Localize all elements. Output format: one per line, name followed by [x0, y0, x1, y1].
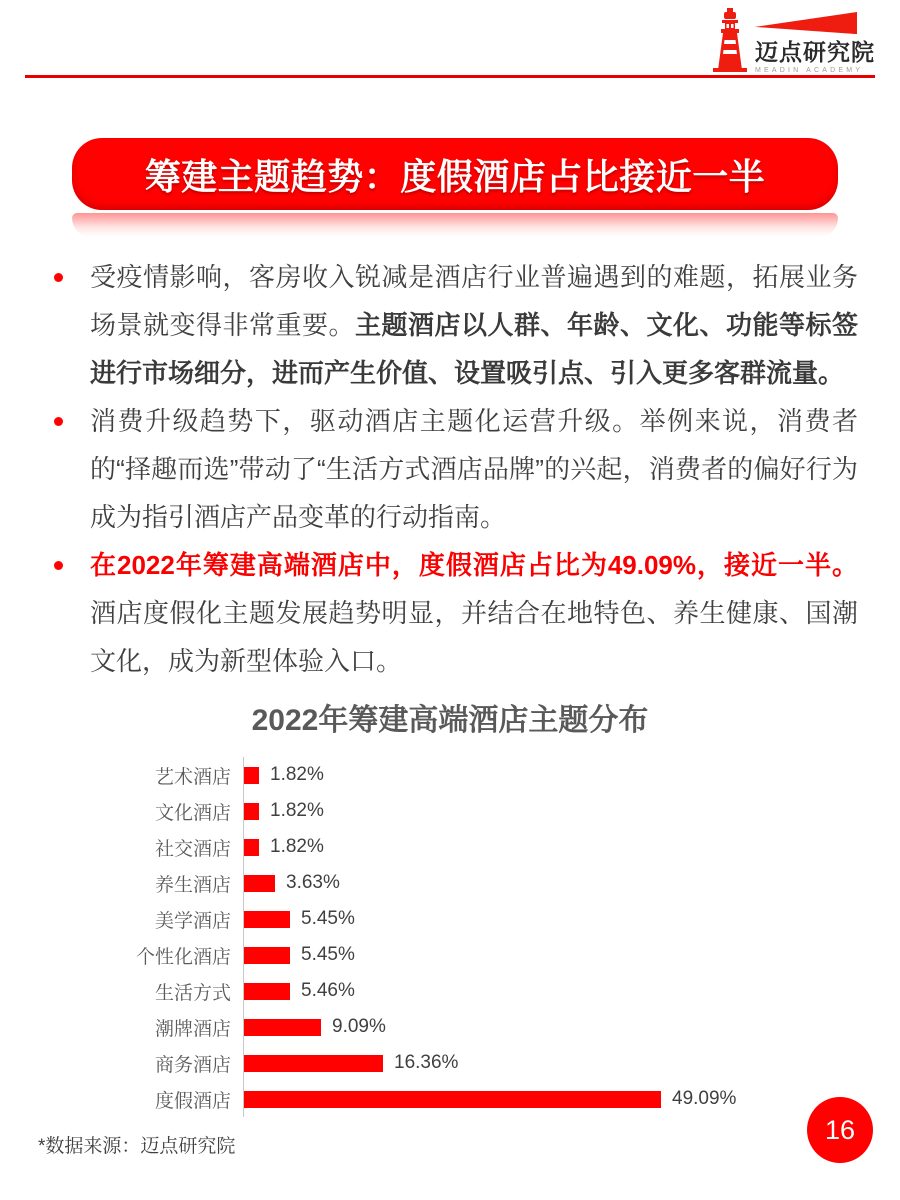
banner-reflection [72, 213, 838, 237]
bullet-text-segment: 主题酒店以人群、年龄、文化、功能等标签进行市场细分，进而产生价值、设置吸引点、引入更多客群流量。 [90, 310, 858, 388]
chart-category-label: 个性化酒店 [135, 946, 231, 968]
chart-category-label: 美学酒店 [154, 910, 231, 932]
page-header [25, 0, 875, 78]
chart-bar-area [243, 901, 900, 937]
brand-logo [711, 8, 875, 74]
chart-bar-area [243, 973, 900, 1009]
chart-row [55, 1081, 900, 1117]
bullet-list [40, 253, 858, 685]
bullet-item [40, 541, 858, 685]
chart-bar [244, 875, 275, 892]
chart-title: 2022年筹建高端酒店主题分布 [251, 704, 649, 737]
chart-bar [244, 911, 290, 928]
horizontal-bar-chart [55, 757, 900, 1117]
chart-row [55, 757, 900, 793]
bullet-dot-icon [54, 561, 63, 570]
bullet-text [90, 406, 858, 532]
data-source-note: *数据来源：迈点研究院 [38, 1136, 236, 1157]
chart-value-label: 9.09% [332, 1016, 386, 1037]
bullet-text [90, 262, 858, 388]
chart-bar-area [243, 793, 900, 829]
lighthouse-icon [711, 8, 749, 74]
chart-row [55, 829, 900, 865]
bullet-dot-icon [54, 417, 63, 426]
chart-row [55, 901, 900, 937]
page-number: 16 [824, 1114, 856, 1145]
chart-value-label: 5.45% [301, 944, 355, 965]
chart-bar [244, 839, 259, 856]
chart-value-label: 1.82% [270, 836, 324, 857]
section-title: 筹建主题趋势：度假酒店占比接近一半 [144, 155, 766, 197]
chart-category-label: 度假酒店 [154, 1090, 231, 1112]
chart-bar [244, 947, 290, 964]
chart-category-label: 艺术酒店 [154, 766, 231, 788]
chart-bar [244, 1019, 321, 1036]
chart-row [55, 1009, 900, 1045]
chart-bar [244, 803, 259, 820]
chart-row [55, 865, 900, 901]
chart-row [55, 793, 900, 829]
chart-bar [244, 1055, 383, 1072]
chart-category-label: 社交酒店 [154, 838, 231, 860]
chart-row [55, 937, 900, 973]
brand-name-en: MEADIN ACADEMY [755, 67, 864, 74]
chart-category-label: 潮牌酒店 [154, 1018, 231, 1040]
chart-bar-area [243, 937, 900, 973]
bullet-text-segment: 受疫情影响，客房收入锐减是酒店行业普遍遇到的难题，拓展业务场景就变得非常重要。 [90, 262, 858, 340]
chart-category-label: 生活方式 [154, 982, 231, 1004]
chart-value-label: 5.46% [301, 980, 355, 1001]
bullet-text-segment: 酒店度假化主题发展趋势明显，并结合在地特色、养生健康、国潮文化，成为新型体验入口。 [90, 598, 858, 676]
page-number-badge [807, 1097, 873, 1163]
chart-row [55, 1045, 900, 1081]
bullet-text-segment: 在2022年筹建高端酒店中，度假酒店占比为49.09%，接近一半。 [90, 550, 858, 580]
chart-bar-area [243, 757, 900, 793]
chart-value-label: 49.09% [672, 1088, 737, 1109]
brand-name-cn: 迈点研究院 [755, 39, 875, 65]
chart-value-label: 1.82% [270, 764, 324, 785]
chart-bar-area [243, 1009, 900, 1045]
chart-value-label: 5.45% [301, 908, 355, 929]
chart-row [55, 973, 900, 1009]
chart-bar-area [243, 1045, 900, 1081]
chart-bar-area [243, 865, 900, 901]
chart-category-label: 养生酒店 [154, 874, 231, 896]
bullet-item [40, 253, 858, 397]
logo-text-block [755, 12, 875, 74]
chart-value-label: 16.36% [394, 1052, 459, 1073]
bullet-item [40, 397, 858, 541]
chart-bar-area [243, 1081, 900, 1117]
section-title-banner [72, 138, 838, 210]
chart-category-label: 文化酒店 [154, 802, 231, 824]
light-beam-icon [755, 12, 857, 36]
bullet-dot-icon [54, 273, 63, 282]
bullet-text [90, 550, 858, 676]
chart-bar [244, 767, 259, 784]
chart-value-label: 3.63% [286, 872, 340, 893]
chart-category-label: 商务酒店 [154, 1054, 231, 1076]
chart-bar-area [243, 829, 900, 865]
chart-bar [244, 1091, 661, 1108]
bullet-text-segment: 消费升级趋势下，驱动酒店主题化运营升级。举例来说，消费者的“择趣而选”带动了“生活方式酒店品牌”的兴起，消费者的偏好行为成为指引酒店产品变革的行动指南。 [90, 406, 858, 532]
chart-value-label: 1.82% [270, 800, 324, 821]
chart-bar [244, 983, 290, 1000]
